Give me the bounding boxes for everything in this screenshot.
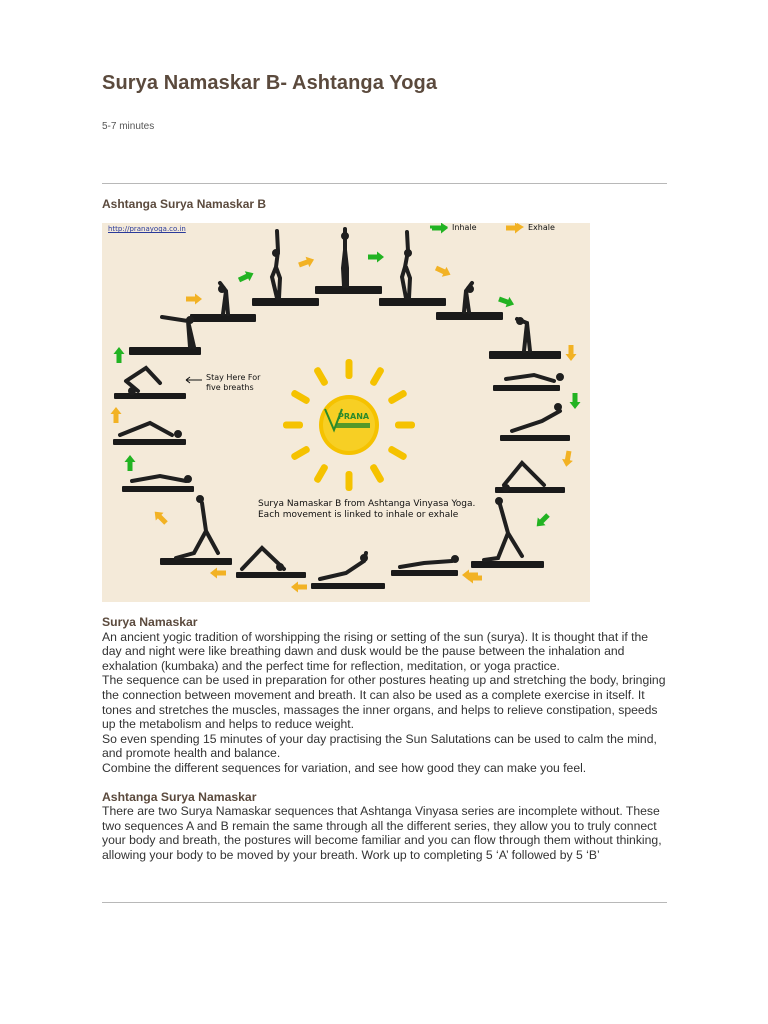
paragraph: An ancient yogic tradition of worshipping the rising or setting of the sun (surya). It is thought that if the day and night were like breathing dawn and dusk would be the pause between the inhalation and exhalation (kumbaka) and the perfect time for reflection, meditation, or yoga practice. [102, 629, 649, 673]
inhale-arrow-icon [430, 224, 448, 232]
paragraph: Combine the different sequences for variation, and see how good they can make you feel. [102, 760, 587, 775]
paragraph: There are two Surya Namaskar sequences that Ashtanga Vinyasa series are incomplete without. These two sequences A and B remain the same through all the different series, they allow you to truly connect your body and breath, the postures will become familiar and you can flow through them without thinking, allowing your body to be moved by your breath. Work up to completing 5 ‘A’ followed by 5 ‘B’ [102, 804, 662, 862]
figure-caption: Surya Namaskar B from Ashtanga Vinyasa Yoga. Each movement is linked to inhale or exhale [258, 499, 476, 520]
sun-salutation-diagram [102, 223, 590, 602]
paragraph: So even spending 15 minutes of your day practising the Sun Salutations can be used to calm the mind, and promote health and balance. [102, 731, 657, 761]
paragraph: The sequence can be used in preparation for other postures heating up and stretching the body, bringing the connection between movement and breath. It can also be used as a complete exercise in itself. It tones and stretches the muscles, massages the inner organs, and helps to relieve constipation, speeds up the metabolism and helps to reduce weight. [102, 673, 666, 732]
divider-bottom [102, 902, 667, 903]
page-title: Surya Namaskar B- Ashtanga Yoga [102, 72, 438, 94]
legend-inhale [430, 223, 477, 232]
duration-label: 5-7 minutes [102, 121, 155, 132]
legend-exhale-label: Exhale [528, 223, 555, 232]
stay-note-line-1: Stay Here For [206, 373, 261, 382]
sun-logo [283, 359, 415, 491]
sun-logo-text: PRANA [338, 412, 370, 421]
exhale-arrow-icon [506, 224, 524, 232]
stay-note [206, 373, 260, 393]
sequence-illustration [102, 223, 590, 602]
divider-top [102, 183, 667, 184]
stay-note-line-2: five breaths [206, 383, 254, 392]
image-section-heading: Ashtanga Surya Namaskar B [102, 197, 267, 211]
legend-exhale [506, 223, 555, 232]
section-heading-surya-namaskar: Surya Namaskar [102, 615, 198, 629]
article-body [102, 615, 670, 863]
source-link[interactable]: http://pranayoga.co.in [108, 225, 186, 233]
section-heading-ashtanga-surya-namaskar: Ashtanga Surya Namaskar [102, 789, 257, 804]
legend-inhale-label: Inhale [452, 223, 477, 232]
